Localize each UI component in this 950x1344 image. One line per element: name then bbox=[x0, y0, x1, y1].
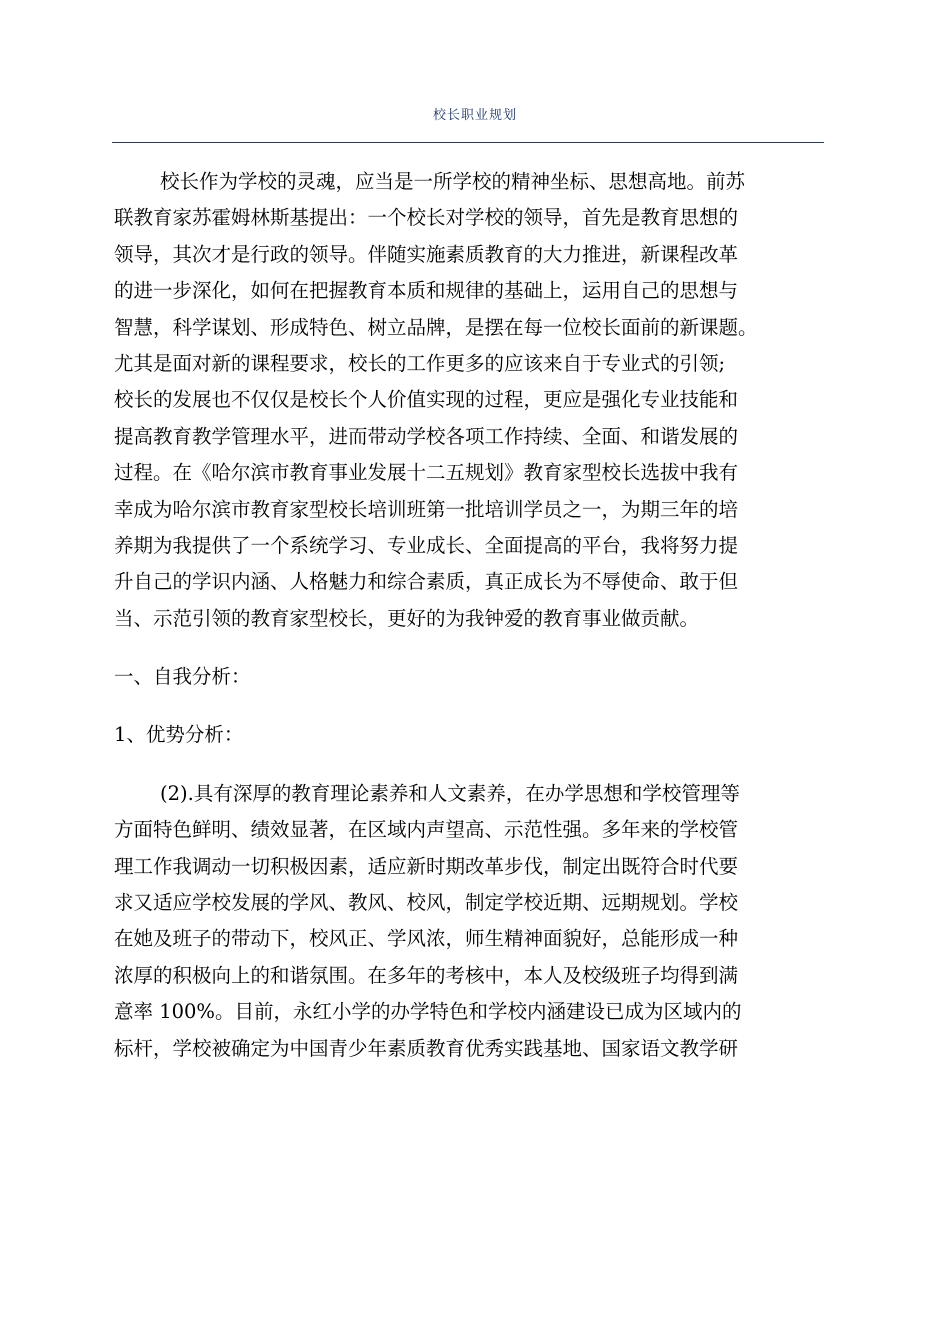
paragraph-line: 方面特色鲜明、绩效显著，在区域内声望高、示范性强。多年来的学校管 bbox=[114, 818, 739, 842]
document-body bbox=[114, 164, 830, 1067]
paragraph-line: 养期为我提供了一个系统学习、专业成长、全面提高的平台，我将努力提 bbox=[114, 533, 739, 557]
paragraph-spacer bbox=[114, 637, 830, 659]
intro-paragraph bbox=[114, 164, 830, 637]
paragraph-line: 升自己的学识内涵、人格魅力和综合素质，真正成长为不辱使命、敢于但 bbox=[114, 570, 739, 594]
header-divider bbox=[112, 142, 824, 143]
paragraph-line: 意率 100%。目前，永红小学的办学特色和学校内涵建设已成为区域内的 bbox=[114, 1000, 742, 1024]
paragraph-line: 在她及班子的带动下，校风正、学风浓，师生精神面貌好，总能形成一种 bbox=[114, 927, 739, 951]
paragraph-line: 领导，其次才是行政的领导。伴随实施素质教育的大力推进，新课程改革 bbox=[114, 242, 739, 266]
paragraph-line: 提高教育教学管理水平，进而带动学校各项工作持续、全面、和谐发展的 bbox=[114, 424, 739, 448]
paragraph-line: 理工作我调动一切积极因素，适应新时期改革步伐，制定出既符合时代要 bbox=[114, 854, 739, 878]
paragraph-line: 标杆，学校被确定为中国青少年素质教育优秀实践基地、国家语文教学研 bbox=[114, 1036, 739, 1060]
strengths-paragraph bbox=[114, 776, 830, 1067]
paragraph-spacer bbox=[114, 754, 830, 776]
paragraph-line: 过程。在《哈尔滨市教育事业发展十二五规划》教育家型校长选拔中我有 bbox=[114, 461, 739, 485]
paragraph-line: 当、示范引领的教育家型校长，更好的为我钟爱的教育事业做贡献。 bbox=[114, 606, 700, 630]
paragraph-line: 幸成为哈尔滨市教育家型校长培训班第一批培训学员之一，为期三年的培 bbox=[114, 497, 739, 521]
paragraph-line: 校长的发展也不仅仅是校长个人价值实现的过程，更应是强化专业技能和 bbox=[114, 388, 739, 412]
paragraph-line: 的进一步深化，如何在把握教育本质和规律的基础上，运用自己的思想与 bbox=[114, 279, 739, 303]
paragraph-spacer bbox=[114, 695, 830, 717]
paragraph-line: 校长作为学校的灵魂，应当是一所学校的精神坐标、思想高地。前苏 bbox=[160, 170, 746, 193]
paragraph-line: 智慧，科学谋划、形成特色、树立品牌，是摆在每一位校长面前的新课题。 bbox=[114, 315, 758, 339]
paragraph-line: 尤其是面对新的课程要求，校长的工作更多的应该来自于专业式的引领; bbox=[114, 351, 726, 375]
paragraph-line: (2).具有深厚的教育理论素养和人文素养，在办学思想和学校管理等 bbox=[160, 781, 740, 805]
section-heading: 一、自我分析： bbox=[114, 665, 251, 689]
subsection-heading: 1、优势分析： bbox=[114, 723, 244, 747]
paragraph-line: 浓厚的积极向上的和谐氛围。在多年的考核中，本人及校级班子均得到满 bbox=[114, 963, 739, 987]
page-header-title: 校长职业规划 bbox=[432, 108, 517, 123]
paragraph-line: 求又适应学校发展的学风、教风、校风，制定学校近期、远期规划。学校 bbox=[114, 891, 739, 915]
paragraph-line: 联教育家苏霍姆林斯基提出：一个校长对学校的领导，首先是教育思想的 bbox=[114, 206, 739, 230]
